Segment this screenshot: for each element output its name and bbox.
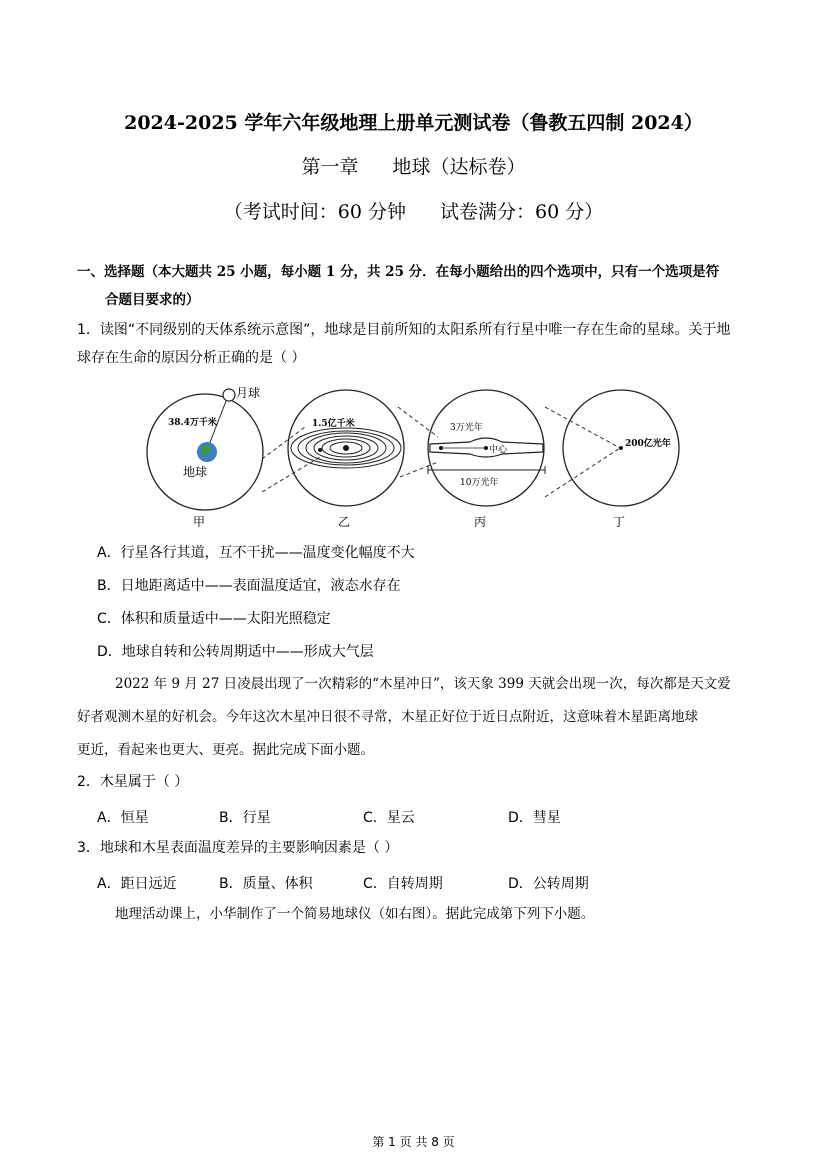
q2-option-b[interactable]: B．行星 — [219, 810, 271, 826]
distance-sun-earth: 1.5亿千米 — [312, 419, 355, 429]
earth-label: 地球 — [183, 465, 208, 479]
q2-option-c[interactable]: C．星云 — [363, 810, 415, 826]
passage-jupiter-line-2: 好者观测木星的好机会。今年这次木星冲日很不寻常，木星正好位于近日点附近，这意味着木星距离地球 — [77, 709, 698, 725]
q2-option-a[interactable]: A．恒星 — [97, 810, 149, 826]
distance-10w-ly: 10万光年 — [460, 478, 499, 488]
celestial-systems-figure — [0, 382, 827, 532]
passage-jupiter-line-3: 更近，看起来也更大、更亮。据此完成下面小题。 — [77, 742, 374, 758]
passage-globe — [77, 898, 753, 931]
section-line-2: 合题目要求的） — [105, 292, 200, 308]
question-1-stem — [77, 316, 757, 372]
passage-jupiter — [77, 668, 753, 767]
page-footer: 第 1 页 共 8 页 — [372, 1135, 455, 1149]
galaxy-center-label: 中心 — [489, 445, 508, 455]
section-heading — [77, 258, 757, 314]
question-1-line-2: 球存在生命的原因分析正确的是（ ） — [77, 350, 306, 366]
distance-200y-ly: 200亿光年 — [625, 439, 671, 449]
passage-globe-line-1: 地理活动课上，小华制作了一个简易地球仪（如右图）。据此完成第下列下小题。 — [115, 906, 595, 922]
distance-earth-moon: 38.4万千米 — [168, 418, 217, 428]
q3-option-d[interactable]: D．公转周期 — [508, 876, 589, 892]
q1-option-d[interactable]: D．地球自转和公转周期适中——形成大气层 — [97, 644, 374, 660]
exam-info — [0, 197, 827, 224]
question-1-line-1: 1．读图“不同级别的天体系统示意图”，地球是目前所知的太阳系所有行星中唯一存在生命的星球。关于地 — [77, 322, 731, 338]
moon-label: 月球 — [236, 386, 261, 400]
exam-title: 2024-2025 学年六年级地理上册单元测试卷（鲁教五四制 2024） — [124, 112, 703, 134]
label-yi: 乙 — [338, 515, 351, 529]
section-line-1: 一、选择题（本大题共 25 小题，每小题 1 分，共 25 分．在每小题给出的四个选项中，只有一个选项是符 — [77, 264, 720, 280]
q1-option-a[interactable]: A．行星各行其道，互不干扰——温度变化幅度不大 — [97, 545, 415, 561]
moon-icon — [223, 389, 235, 401]
q2-option-d[interactable]: D．彗星 — [508, 810, 561, 826]
exam-score: 试卷满分：60 分） — [440, 201, 604, 223]
distance-3w-ly: 3万光年 — [450, 423, 483, 433]
label-bing: 丙 — [474, 515, 487, 529]
q1-option-b[interactable]: B．日地距离适中——表面温度适宜，液态水存在 — [97, 578, 401, 594]
chapter-title — [0, 152, 827, 179]
chapter-name: 地球（达标卷） — [392, 156, 526, 178]
passage-jupiter-line-1: 2022 年 9 月 27 日凌晨出现了一次精彩的“木星冲日”，该天象 399 天就会出现一次，每次都是天文爱 — [115, 676, 731, 692]
label-ding: 丁 — [613, 515, 626, 529]
q3-option-b[interactable]: B．质量、体积 — [219, 876, 313, 892]
q3-option-a[interactable]: A．距日远近 — [97, 876, 177, 892]
label-jia: 甲 — [193, 515, 206, 529]
question-2-stem: 2．木星属于（ ） — [77, 774, 189, 790]
question-3-stem: 3．地球和木星表面温度差异的主要影响因素是（ ） — [77, 840, 399, 856]
chapter-number: 第一章 — [301, 156, 359, 178]
q1-option-c[interactable]: C．体积和质量适中——太阳光照稳定 — [97, 611, 331, 627]
exam-time: （考试时间：60 分钟 — [223, 201, 406, 223]
q3-option-c[interactable]: C．自转周期 — [363, 876, 443, 892]
